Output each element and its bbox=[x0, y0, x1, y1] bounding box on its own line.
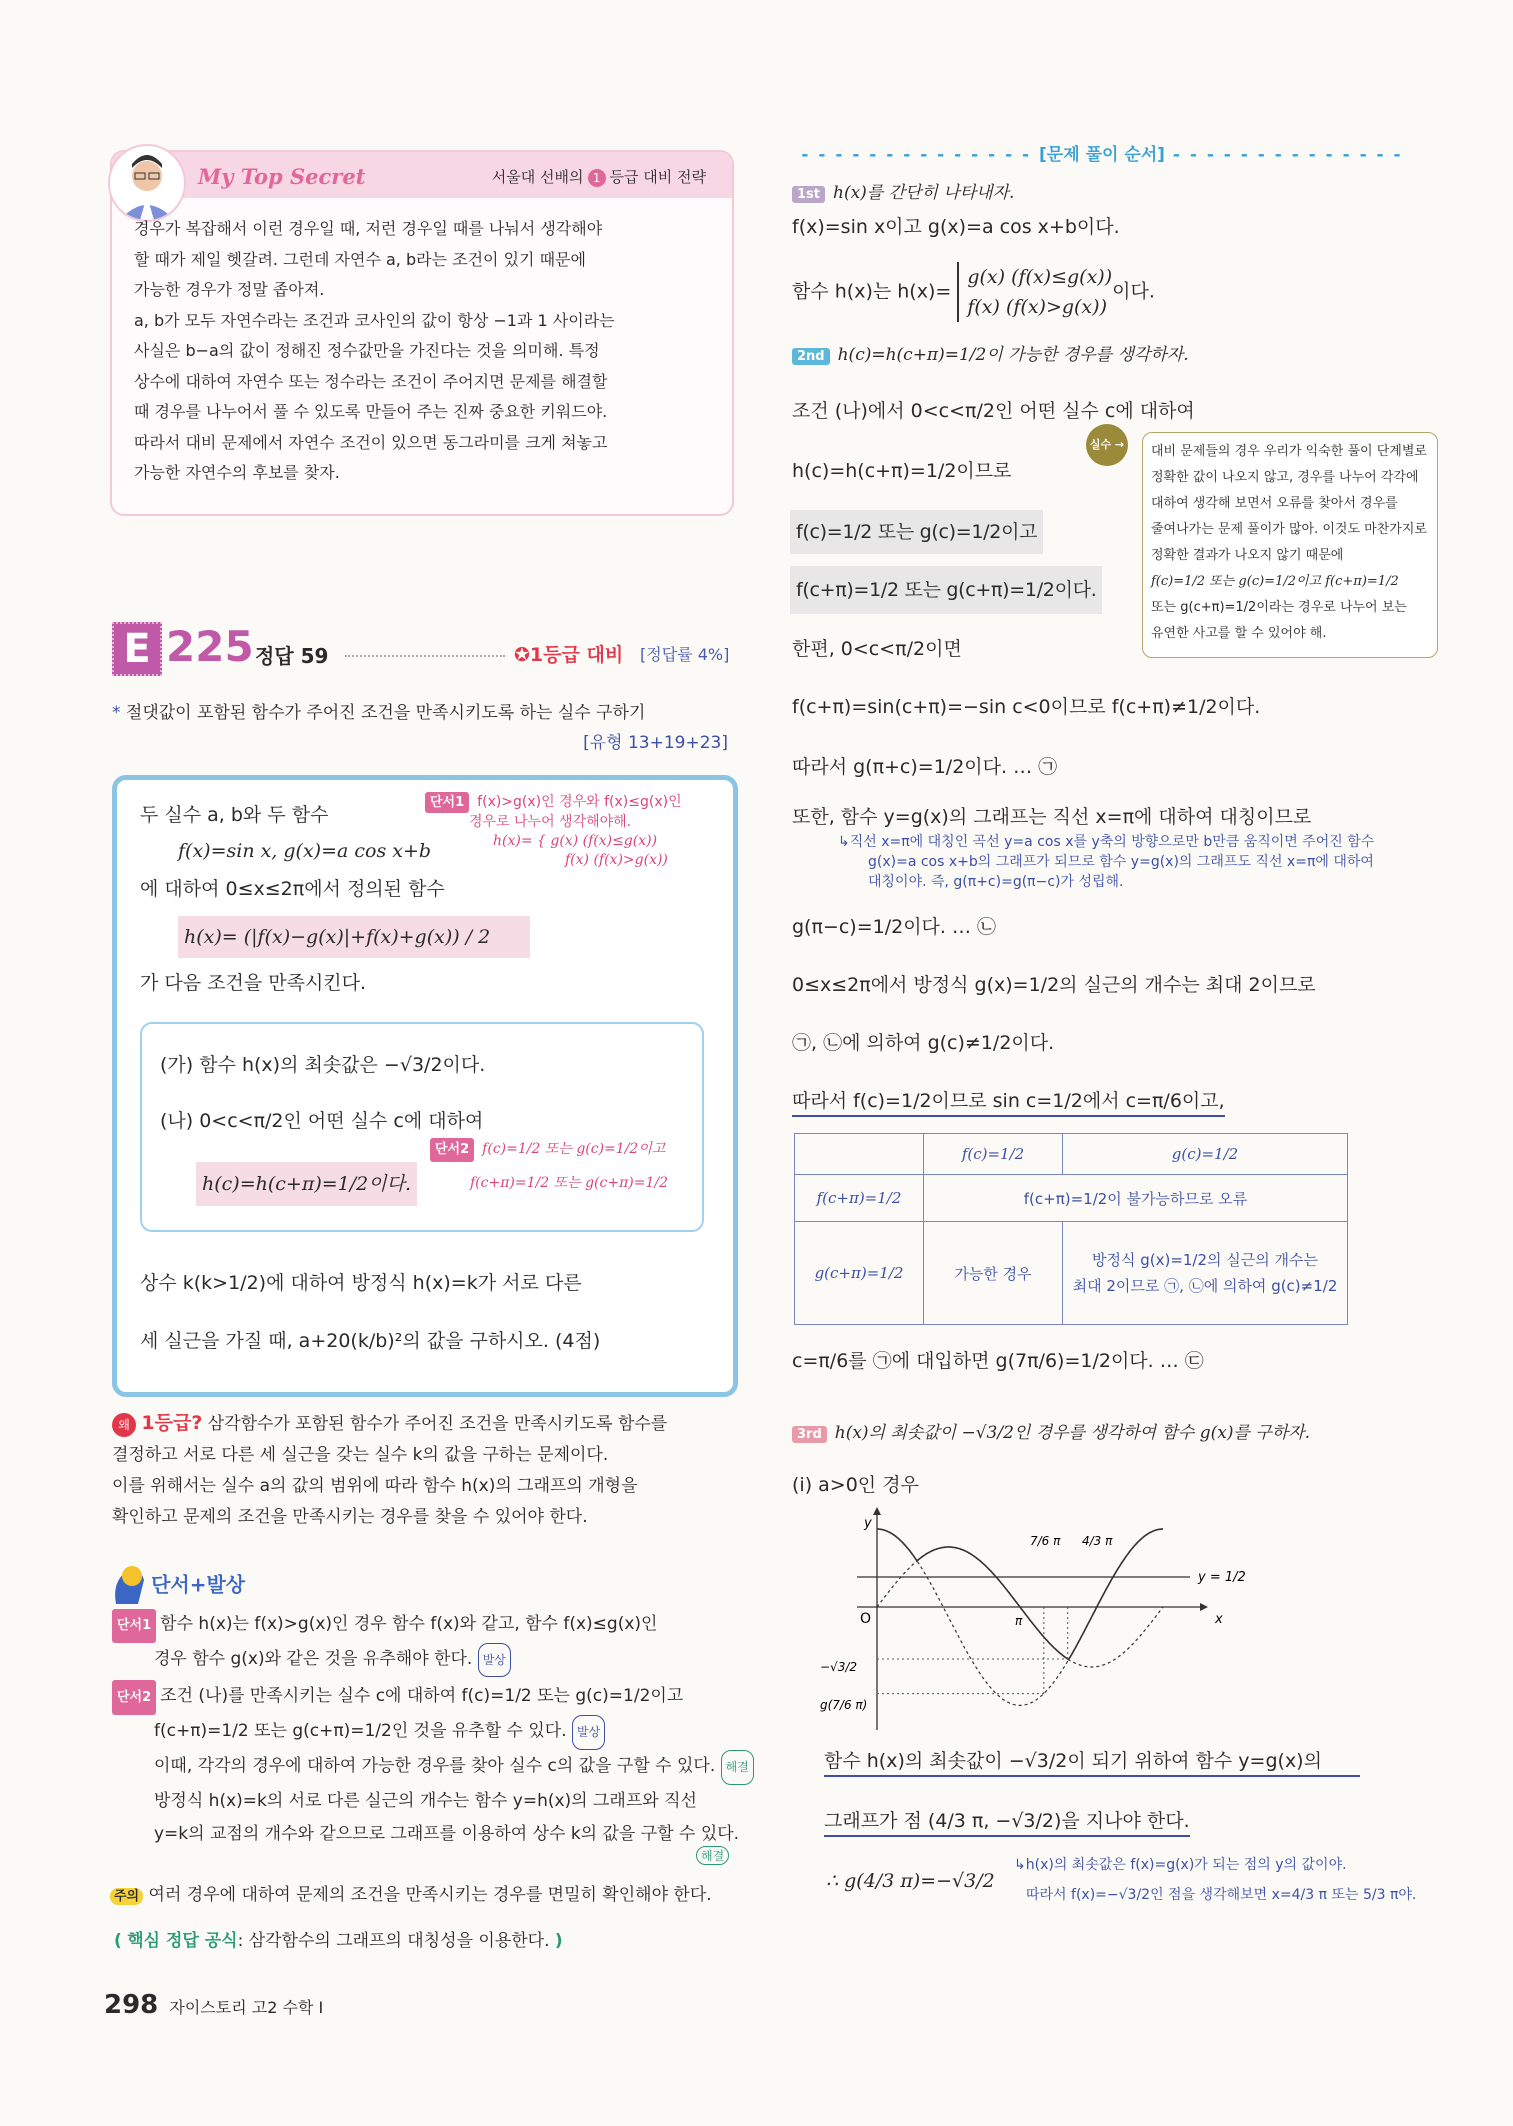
four-third-pi-label: 4/3 π bbox=[1082, 1534, 1113, 1548]
hint1-case2: f(x) (f(x)>g(x)) bbox=[565, 852, 668, 868]
y-axis-label: y bbox=[864, 1516, 872, 1531]
hint1-text2: 경우로 나누어 생각해야해. bbox=[469, 814, 632, 830]
step-label: 3rd bbox=[792, 1426, 827, 1443]
clue-line: y=k의 교점의 개수와 같으므로 그래프를 이용하여 상수 k의 값을 구할 수 있다. bbox=[154, 1824, 740, 1844]
hint2-label: 단서2 bbox=[430, 1138, 474, 1162]
problem-line: 상수 k(k>1/2)에 대하여 방정식 h(x)=k가 서로 다른 bbox=[140, 1272, 582, 1294]
clue-2 bbox=[112, 1680, 754, 1851]
piecewise-cases bbox=[957, 262, 1112, 322]
table-cell: f(c+π)=1/2이 불가능하므로 오류 bbox=[924, 1175, 1348, 1222]
problem-topic bbox=[112, 698, 645, 723]
why-line: 이를 위해서는 실수 a의 값의 범위에 따라 함수 h(x)의 그래프의 개형을 bbox=[112, 1476, 638, 1496]
problem-question: 세 실근을 가질 때, a+20(k/b)²의 값을 구하시오. (4점) bbox=[140, 1330, 601, 1352]
secret-line: 때 경우를 나누어서 풀 수 있도록 만들어 주는 진짜 중요한 키워드야. bbox=[134, 402, 608, 421]
caution-badge: 주의 bbox=[110, 1888, 143, 1905]
idea-tag: 발상 bbox=[572, 1715, 605, 1750]
seven-sixth-pi-label: 7/6 π bbox=[1030, 1534, 1061, 1548]
step-title: h(c)=h(c+π)=1/2이 가능한 경우를 생각하자. bbox=[837, 345, 1189, 365]
side-note-box bbox=[1142, 432, 1438, 658]
pi-label: π bbox=[1015, 1614, 1023, 1628]
table-header: g(c)=1/2 bbox=[1063, 1134, 1348, 1175]
condition-ga: (가) 함수 h(x)의 최솟값은 −√3/2이다. bbox=[160, 1054, 486, 1076]
problem-line: 가 다음 조건을 만족시킨다. bbox=[140, 972, 367, 994]
why-title: 1등급? bbox=[141, 1412, 203, 1434]
table-row-header: g(c+π)=1/2 bbox=[795, 1222, 924, 1325]
table-header: f(c)=1/2 bbox=[924, 1134, 1063, 1175]
table-cell bbox=[1063, 1222, 1348, 1325]
table-cell-line: 최대 2이므로 ㉠, ㉡에 의하여 g(c)≠1/2 bbox=[1072, 1277, 1338, 1296]
clue-line: 방정식 h(x)=k의 서로 다른 실근의 개수는 함수 y=h(x)의 그래프와 직선 bbox=[154, 1791, 697, 1811]
clue-line: f(c+π)=1/2 또는 g(c+π)=1/2인 것을 유추할 수 있다. bbox=[154, 1721, 567, 1741]
page-footer bbox=[104, 1990, 323, 2020]
clue-title: 단서+발상 bbox=[151, 1572, 246, 1597]
step-1st bbox=[792, 178, 1014, 203]
mistake-badge: 실수 → bbox=[1086, 424, 1128, 466]
problem-number: 225 bbox=[166, 622, 254, 671]
underlined-text: 그래프가 점 (4/3 π, −√3/2)을 지나야 한다. bbox=[824, 1806, 1190, 1837]
core-label: 핵심 정답 공식 bbox=[127, 1931, 238, 1951]
grade-text: 1등급 대비 bbox=[529, 644, 624, 666]
solution-line: 따라서 f(c)=1/2이므로 sin c=1/2에서 c=π/6이고, bbox=[792, 1086, 1225, 1117]
symmetry-note bbox=[838, 832, 1374, 892]
caution-text: 여러 경우에 대하여 문제의 조건을 만족시키는 경우를 면밀히 확인해야 한다. bbox=[148, 1885, 712, 1905]
hint1-label: 단서1 bbox=[425, 792, 469, 813]
step-label: 1st bbox=[792, 186, 825, 203]
secret-line: 사실은 b−a의 값이 정해진 정수값만을 가진다는 것을 의미해. 특정 bbox=[134, 341, 600, 360]
case-2: f(x) (f(x)>g(x)) bbox=[967, 296, 1107, 318]
minimum-note bbox=[1014, 1850, 1416, 1910]
clue-line: 조건 (나)를 만족시키는 실수 c에 대하여 f(c)=1/2 또는 g(c)=1/2이고 bbox=[160, 1686, 684, 1706]
note-line: 정확한 결과가 나오지 않기 때문에 bbox=[1151, 548, 1344, 563]
note-line: 줄여나가는 문제 풀이가 많아. 이것도 마찬가지로 bbox=[1151, 522, 1427, 537]
asterisk-icon: * bbox=[112, 703, 126, 723]
note-line: g(x)=a cos x+b의 그래프가 되므로 함수 y=g(x)의 그래프도 직선 x=π에 대하여 bbox=[868, 854, 1374, 870]
problem-type: [유형 13+19+23] bbox=[583, 733, 728, 753]
dash-left: - - - - - - - - - - - - - - bbox=[801, 145, 1040, 165]
hint2-text2: f(c+π)=1/2 또는 g(c+π)=1/2 bbox=[470, 1175, 669, 1191]
secret-line: 경우가 복잡해서 이런 경우일 때, 저런 경우일 때를 나눠서 생각해야 bbox=[134, 219, 603, 238]
correct-rate: [정답률 4%] bbox=[640, 645, 730, 664]
solution-line: 조건 (나)에서 0<c<π/2인 어떤 실수 c에 대하여 bbox=[792, 400, 1195, 422]
step-title: h(x)를 간단히 나타내자. bbox=[833, 183, 1015, 203]
hint2-text: f(c)=1/2 또는 g(c)=1/2이고 bbox=[482, 1141, 666, 1157]
solve-tag: 해결 bbox=[696, 1846, 729, 1865]
problem-functions: f(x)=sin x, g(x)=a cos x+b bbox=[178, 840, 432, 862]
clue-line: 이때, 각각의 경우에 대하여 가능한 경우를 찾아 실수 c의 값을 구할 수 있다. bbox=[154, 1756, 716, 1776]
hint1-annotation bbox=[425, 792, 682, 870]
note-line: 유연한 사고를 할 수 있어야 해. bbox=[1151, 626, 1327, 641]
solution-highlight-line: f(c+π)=1/2 또는 g(c+π)=1/2이다. bbox=[790, 566, 1102, 614]
why-line: 확인하고 문제의 조건을 만족시키는 경우를 찾을 수 있어야 한다. bbox=[112, 1507, 588, 1527]
problem-section-badge: E bbox=[112, 622, 162, 676]
origin-label: O bbox=[860, 1611, 872, 1627]
note-line: 정확한 값이 나오지 않고, 경우를 나누어 각각에 bbox=[1151, 470, 1419, 485]
step-title: h(x)의 최솟값이 −√3/2인 경우를 생각하여 함수 g(x)를 구하자. bbox=[834, 1423, 1310, 1443]
paren-open: ( bbox=[114, 1931, 122, 1951]
note-line: 대칭이야. 즉, g(π+c)=g(π−c)가 성립해. bbox=[868, 874, 1124, 890]
case-table bbox=[794, 1133, 1348, 1325]
clue2-label: 단서2 bbox=[112, 1680, 156, 1715]
x-axis-arrow-icon bbox=[1200, 1603, 1208, 1611]
solution-line: f(c+π)=sin(c+π)=−sin c<0이므로 f(c+π)≠1/2이다. bbox=[792, 696, 1261, 718]
step-label: 2nd bbox=[792, 348, 830, 365]
solution-line bbox=[824, 1746, 1360, 1777]
h-piecewise bbox=[792, 262, 1155, 322]
solution-line: g(π−c)=1/2이다. … ㉡ bbox=[792, 916, 997, 938]
book-title: 자이스토리 고2 수학 I bbox=[169, 1998, 324, 2017]
h-definition: h(x)= (|f(x)−g(x)|+f(x)+g(x)) / 2 bbox=[178, 916, 530, 958]
clue-header bbox=[112, 1562, 245, 1604]
table-corner bbox=[795, 1134, 924, 1175]
neg-sqrt3-half-label: −√3/2 bbox=[820, 1660, 858, 1674]
solution-line: 한편, 0<c<π/2이면 bbox=[792, 638, 962, 660]
why-line: 결정하고 서로 다른 세 실근을 갖는 실수 k의 값을 구하는 문제이다. bbox=[112, 1445, 609, 1465]
problem-line: 에 대하여 0≤x≤2π에서 정의된 함수 bbox=[140, 878, 445, 900]
hint1-text: f(x)>g(x)인 경우와 f(x)≤g(x)인 bbox=[477, 794, 682, 810]
piecewise-tail: 이다. bbox=[1112, 280, 1155, 303]
solution-line: ㉠, ㉡에 의하여 g(c)≠1/2이다. bbox=[792, 1032, 1055, 1054]
lightbulb-head-icon bbox=[112, 1562, 146, 1604]
clue1-label: 단서1 bbox=[112, 1609, 156, 1643]
subtitle-post: 등급 대비 전략 bbox=[609, 168, 706, 186]
condition-na: (나) 0<c<π/2인 어떤 실수 c에 대하여 bbox=[160, 1110, 484, 1132]
piecewise-lead: 함수 h(x)는 h(x)= bbox=[792, 280, 952, 303]
solution-header-text: [문제 풀이 순서] bbox=[1039, 145, 1165, 165]
idea-tag: 발상 bbox=[478, 1643, 511, 1677]
y-axis-arrow-icon bbox=[873, 1507, 881, 1515]
table-cell: 가능한 경우 bbox=[924, 1222, 1063, 1325]
note-line: f(c)=1/2 또는 g(c)=1/2이고 f(c+π)=1/2 bbox=[1151, 574, 1399, 589]
solution-line: 따라서 g(π+c)=1/2이다. … ㉠ bbox=[792, 756, 1058, 778]
problem-line: 두 실수 a, b와 두 함수 bbox=[140, 804, 329, 826]
condition-na-equation: h(c)=h(c+π)=1/2이다. bbox=[196, 1162, 417, 1206]
symmetry-line: 또한, 함수 y=g(x)의 그래프는 직선 x=π에 대하여 대칭이므로 bbox=[792, 806, 1312, 828]
secret-line: 가능한 경우가 정말 좁아져. bbox=[134, 280, 325, 299]
grade-label bbox=[514, 640, 623, 667]
grade-one-badge: 1 bbox=[588, 169, 606, 187]
core-formula bbox=[114, 1926, 563, 1951]
why-icon: 왜 bbox=[112, 1413, 136, 1437]
solution-line: 0≤x≤2π에서 방정식 g(x)=1/2의 실근의 개수는 최대 2이므로 bbox=[792, 974, 1316, 996]
function-graph bbox=[820, 1505, 1340, 1735]
hint1-case1: h(x)= { g(x) (f(x)≤g(x)) bbox=[493, 833, 658, 849]
solution-line: h(c)=h(c+π)=1/2이므로 bbox=[792, 460, 1012, 482]
star-icon: ✪ bbox=[514, 644, 530, 666]
underlined-text: 함수 h(x)의 최솟값이 −√3/2이 되기 위하여 함수 y=g(x)의 bbox=[824, 1746, 1360, 1777]
table-cell-line: 방정식 g(x)=1/2의 실근의 개수는 bbox=[1091, 1251, 1319, 1270]
solution-highlight-line: f(c)=1/2 또는 g(c)=1/2이고 bbox=[790, 510, 1043, 554]
secret-body bbox=[134, 214, 718, 489]
h-curve bbox=[877, 1529, 1163, 1660]
solution-line: f(x)=sin x이고 g(x)=a cos x+b이다. bbox=[792, 216, 1120, 238]
page-number: 298 bbox=[104, 1990, 159, 2020]
solution-line bbox=[824, 1806, 1190, 1837]
case-1: g(x) (f(x)≤g(x)) bbox=[967, 266, 1113, 288]
secret-line: a, b가 모두 자연수라는 조건과 코사인의 값이 항상 −1과 1 사이라는 bbox=[134, 310, 615, 330]
secret-subtitle bbox=[492, 166, 706, 187]
table-row-header: f(c+π)=1/2 bbox=[795, 1175, 924, 1222]
g-seven-sixth-pi-label: g(7/6 π) bbox=[820, 1698, 868, 1712]
why-line: 삼각함수가 포함된 함수가 주어진 조건을 만족시키도록 함수를 bbox=[207, 1414, 668, 1434]
core-text: : 삼각함수의 그래프의 대칭성을 이용한다. bbox=[237, 1931, 550, 1951]
caution bbox=[110, 1880, 712, 1905]
note-line: 대비 문제들의 경우 우리가 익숙한 풀이 단계별로 bbox=[1151, 444, 1427, 459]
clue-line: 경우 함수 g(x)와 같은 것을 유추해야 한다. bbox=[154, 1649, 473, 1669]
dotted-divider bbox=[345, 655, 505, 657]
clue-1 bbox=[112, 1608, 657, 1677]
answer-label: 정답 59 bbox=[255, 644, 329, 668]
secret-line: 가능한 자연수의 후보를 찾자. bbox=[134, 463, 340, 482]
paren-close: ) bbox=[554, 1931, 563, 1951]
my-top-secret-box bbox=[110, 150, 734, 516]
clue-line: 함수 h(x)는 f(x)>g(x)인 경우 함수 f(x)와 같고, 함수 f(x)≤g(x)인 bbox=[160, 1614, 658, 1634]
result-g-four-third-pi: ∴ g(4/3 π)=−√3/2 bbox=[826, 1870, 995, 1892]
secret-line: 따라서 대비 문제에서 자연수 조건이 있으면 동그라미를 크게 쳐놓고 bbox=[134, 432, 608, 452]
note-line: ↳직선 x=π에 대칭인 곡선 y=a cos x를 y축의 방향으로만 b만큼 움직이면 주어진 함수 bbox=[838, 834, 1375, 850]
hint2-annotation bbox=[430, 1138, 668, 1204]
x-axis-label: x bbox=[1215, 1612, 1223, 1627]
solution-order-header bbox=[792, 140, 1412, 165]
solution-line: c=π/6를 ㉠에 대입하면 g(7π/6)=1/2이다. … ㉢ bbox=[792, 1350, 1204, 1372]
subtitle-pre: 서울대 선배의 bbox=[491, 168, 584, 186]
note-line: 대하여 생각해 보면서 오류를 찾아서 경우를 bbox=[1151, 496, 1398, 511]
note-line: 또는 g(c+π)=1/2이라는 경우로 나누어 보는 bbox=[1151, 600, 1407, 615]
secret-title: My Top Secret bbox=[198, 164, 366, 189]
dash-right: - - - - - - - - - - - - - - bbox=[1164, 145, 1403, 165]
solve-tag: 해결 bbox=[721, 1750, 754, 1785]
secret-line: 상수에 대하여 자연수 또는 정수라는 조건이 주어지면 문제를 해결할 bbox=[134, 371, 608, 391]
avatar bbox=[108, 144, 186, 222]
step-3rd bbox=[792, 1418, 1310, 1443]
y-half-label: y = 1/2 bbox=[1198, 1570, 1246, 1585]
note-line: ↳h(x)의 최솟값은 f(x)=g(x)가 되는 점의 y의 값이야. bbox=[1014, 1857, 1347, 1873]
note-line: 따라서 f(x)=−√3/2인 점을 생각해보면 x=4/3 π 또는 5/3 π야. bbox=[1026, 1887, 1417, 1903]
step-2nd bbox=[792, 340, 1189, 365]
why-grade-one bbox=[112, 1408, 667, 1533]
topic-text: 절댓값이 포함된 함수가 주어진 조건을 만족시키도록 하는 실수 구하기 bbox=[125, 703, 646, 723]
student-avatar-icon bbox=[110, 146, 184, 220]
secret-line: 할 때가 제일 헷갈려. 그런데 자연수 a, b라는 조건이 있기 때문에 bbox=[134, 249, 586, 269]
case-a-positive: (i) a>0인 경우 bbox=[792, 1474, 919, 1496]
